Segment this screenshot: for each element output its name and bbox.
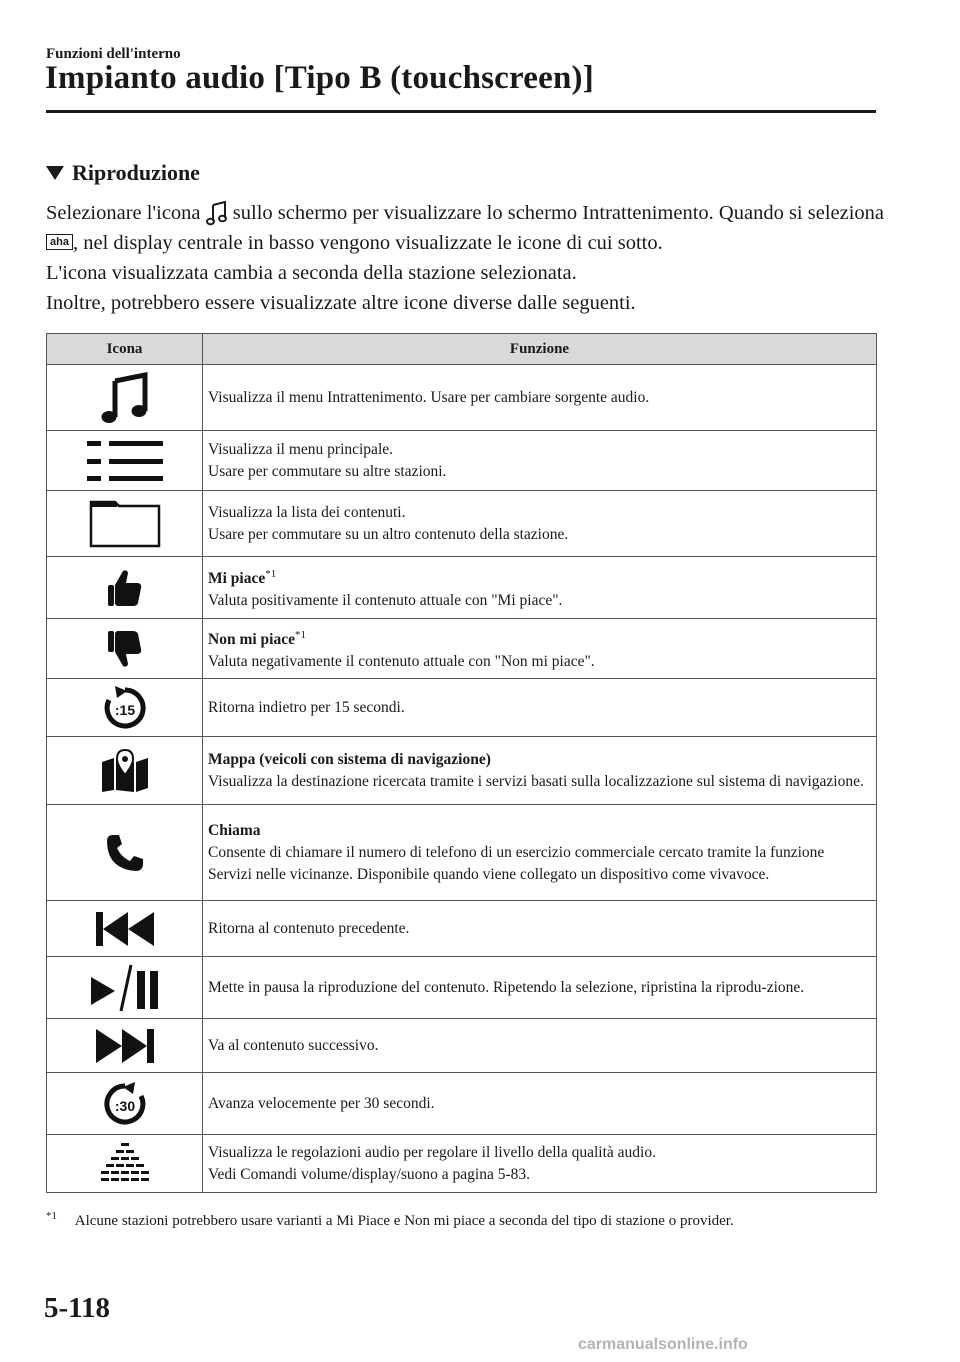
table-row [47, 365, 877, 431]
table-row [47, 619, 877, 679]
music-note-inline-icon [206, 201, 228, 227]
function-cell [203, 805, 877, 901]
table-row [47, 491, 877, 557]
table-row [47, 737, 877, 805]
function-cell [203, 901, 877, 957]
function-cell [203, 1135, 877, 1193]
function-cell [203, 491, 877, 557]
equalizer-icon [97, 1141, 153, 1187]
watermark: carmanualsonline.info [578, 1336, 748, 1353]
forward-30-label: :30 [114, 1097, 135, 1114]
page-title: Impianto audio [Tipo B (touchscreen)] [45, 60, 594, 96]
music-note-icon [100, 371, 150, 425]
table-row [47, 679, 877, 737]
table-row [47, 1019, 877, 1073]
header-function: Funzione [203, 334, 877, 365]
function-text: Visualizza la lista dei contenuti. Usare per commutare su un altro contenuto della stazione. [208, 503, 569, 543]
table-row [47, 557, 877, 619]
table-row [47, 805, 877, 901]
icon-cell [47, 557, 203, 619]
intro-text-1a: Selezionare l'icona [46, 202, 201, 224]
function-text: Consente di chiamare il numero di telefono di un esercizio commerciale cercato tramite la funzione Servizi nelle vicinanze. Disponibile quando viene collegato un dispositivo come vivavoce. [208, 843, 825, 883]
table-header-row [47, 334, 877, 365]
icon-cell [47, 679, 203, 737]
header-icon: Icona [47, 334, 203, 365]
play-pause-icon [89, 963, 161, 1013]
forward-30-icon [101, 1080, 149, 1128]
function-text: Avanza velocemente per 30 secondi. [208, 1094, 435, 1112]
function-text: Mette in pausa la riproduzione del contenuto. Ripetendo la selezione, ripristina la riprodu-zione. [208, 978, 805, 996]
table-row [47, 901, 877, 957]
folder-icon [87, 498, 163, 550]
function-text: Visualizza il menu Intrattenimento. Usare per cambiare sorgente audio. [208, 388, 650, 406]
icon-cell [47, 1073, 203, 1135]
function-cell [203, 431, 877, 491]
function-title: Mappa (veicoli con sistema di navigazione) [208, 750, 491, 768]
skip-forward-icon [94, 1027, 156, 1065]
skip-back-icon [94, 910, 156, 948]
function-text: Va al contenuto successivo. [208, 1036, 379, 1054]
function-text: Ritorna al contenuto precedente. [208, 919, 410, 937]
footnote-ref: *1 [294, 628, 306, 641]
rewind-15-icon [101, 684, 149, 732]
subheading-text: Riproduzione [72, 160, 200, 185]
icon-cell [47, 737, 203, 805]
intro-paragraph-1 [46, 198, 886, 258]
function-text: Visualizza le regolazioni audio per regolare il livello della qualità audio. Vedi Comandi volume/display/suono a pagina 5-83. [208, 1143, 656, 1183]
table-row [47, 1073, 877, 1135]
function-text: Ritorna indietro per 15 secondi. [208, 698, 405, 716]
function-text: Valuta negativamente il contenuto attuale con "Non mi piace". [208, 653, 595, 671]
triangle-bullet-icon [46, 166, 64, 180]
function-cell [203, 557, 877, 619]
intro-paragraph-3: Inoltre, potrebbero essere visualizzate altre icone diverse dalle seguenti. [46, 292, 636, 314]
icon-cell [47, 491, 203, 557]
function-text: Valuta positivamente il contenuto attuale con "Mi piace". [208, 592, 563, 610]
function-cell [203, 1073, 877, 1135]
table-row [47, 957, 877, 1019]
icon-cell [47, 431, 203, 491]
function-cell [203, 1019, 877, 1073]
function-cell [203, 619, 877, 679]
intro-paragraph-2: L'icona visualizzata cambia a seconda della stazione selezionata. [46, 262, 577, 284]
intro-text [46, 198, 886, 318]
thumbs-up-icon [105, 567, 145, 609]
function-cell [203, 365, 877, 431]
phone-icon [104, 832, 146, 874]
footnote-mark: *1 [46, 1210, 57, 1222]
subheading [46, 160, 200, 186]
rewind-15-label: :15 [114, 701, 135, 718]
function-title: Non mi piace [208, 631, 295, 649]
function-title: Chiama [208, 821, 261, 839]
intro-text-1b: sullo schermo per visualizzare lo schermo Intrattenimento. Quando si seleziona [232, 202, 885, 224]
footnote [46, 1210, 886, 1230]
section-label: Funzioni dell'interno [46, 46, 181, 62]
function-cell [203, 737, 877, 805]
icon-cell [47, 901, 203, 957]
page-number: 5-118 [44, 1292, 111, 1324]
function-cell [203, 957, 877, 1019]
table-row [47, 1135, 877, 1193]
icon-cell [47, 1019, 203, 1073]
function-title: Mi piace [208, 570, 266, 588]
function-text: Visualizza la destinazione ricercata tramite i servizi basati sulla localizzazione sul sistema di navigazione. [208, 772, 864, 790]
thumbs-down-icon [105, 628, 145, 670]
title-divider [46, 110, 876, 113]
aha-icon: aha [46, 234, 73, 250]
footnote-text: Alcune stazioni potrebbero usare varianti a Mi Piace e Non mi piace a seconda del tipo di stazione o provider. [74, 1213, 734, 1229]
menu-list-icon [85, 439, 165, 483]
icon-cell [47, 1135, 203, 1193]
icon-function-table [46, 333, 877, 1193]
icon-cell [47, 619, 203, 679]
map-icon [100, 748, 150, 794]
function-text: Visualizza il menu principale. Usare per commutare su altre stazioni. [208, 440, 447, 480]
icon-cell [47, 365, 203, 431]
footnote-ref: *1 [265, 567, 277, 580]
table-row [47, 431, 877, 491]
icon-cell [47, 957, 203, 1019]
function-cell [203, 679, 877, 737]
icon-cell [47, 805, 203, 901]
intro-text-1c: , nel display centrale in basso vengono visualizzate le icone di cui sotto. [72, 232, 663, 254]
